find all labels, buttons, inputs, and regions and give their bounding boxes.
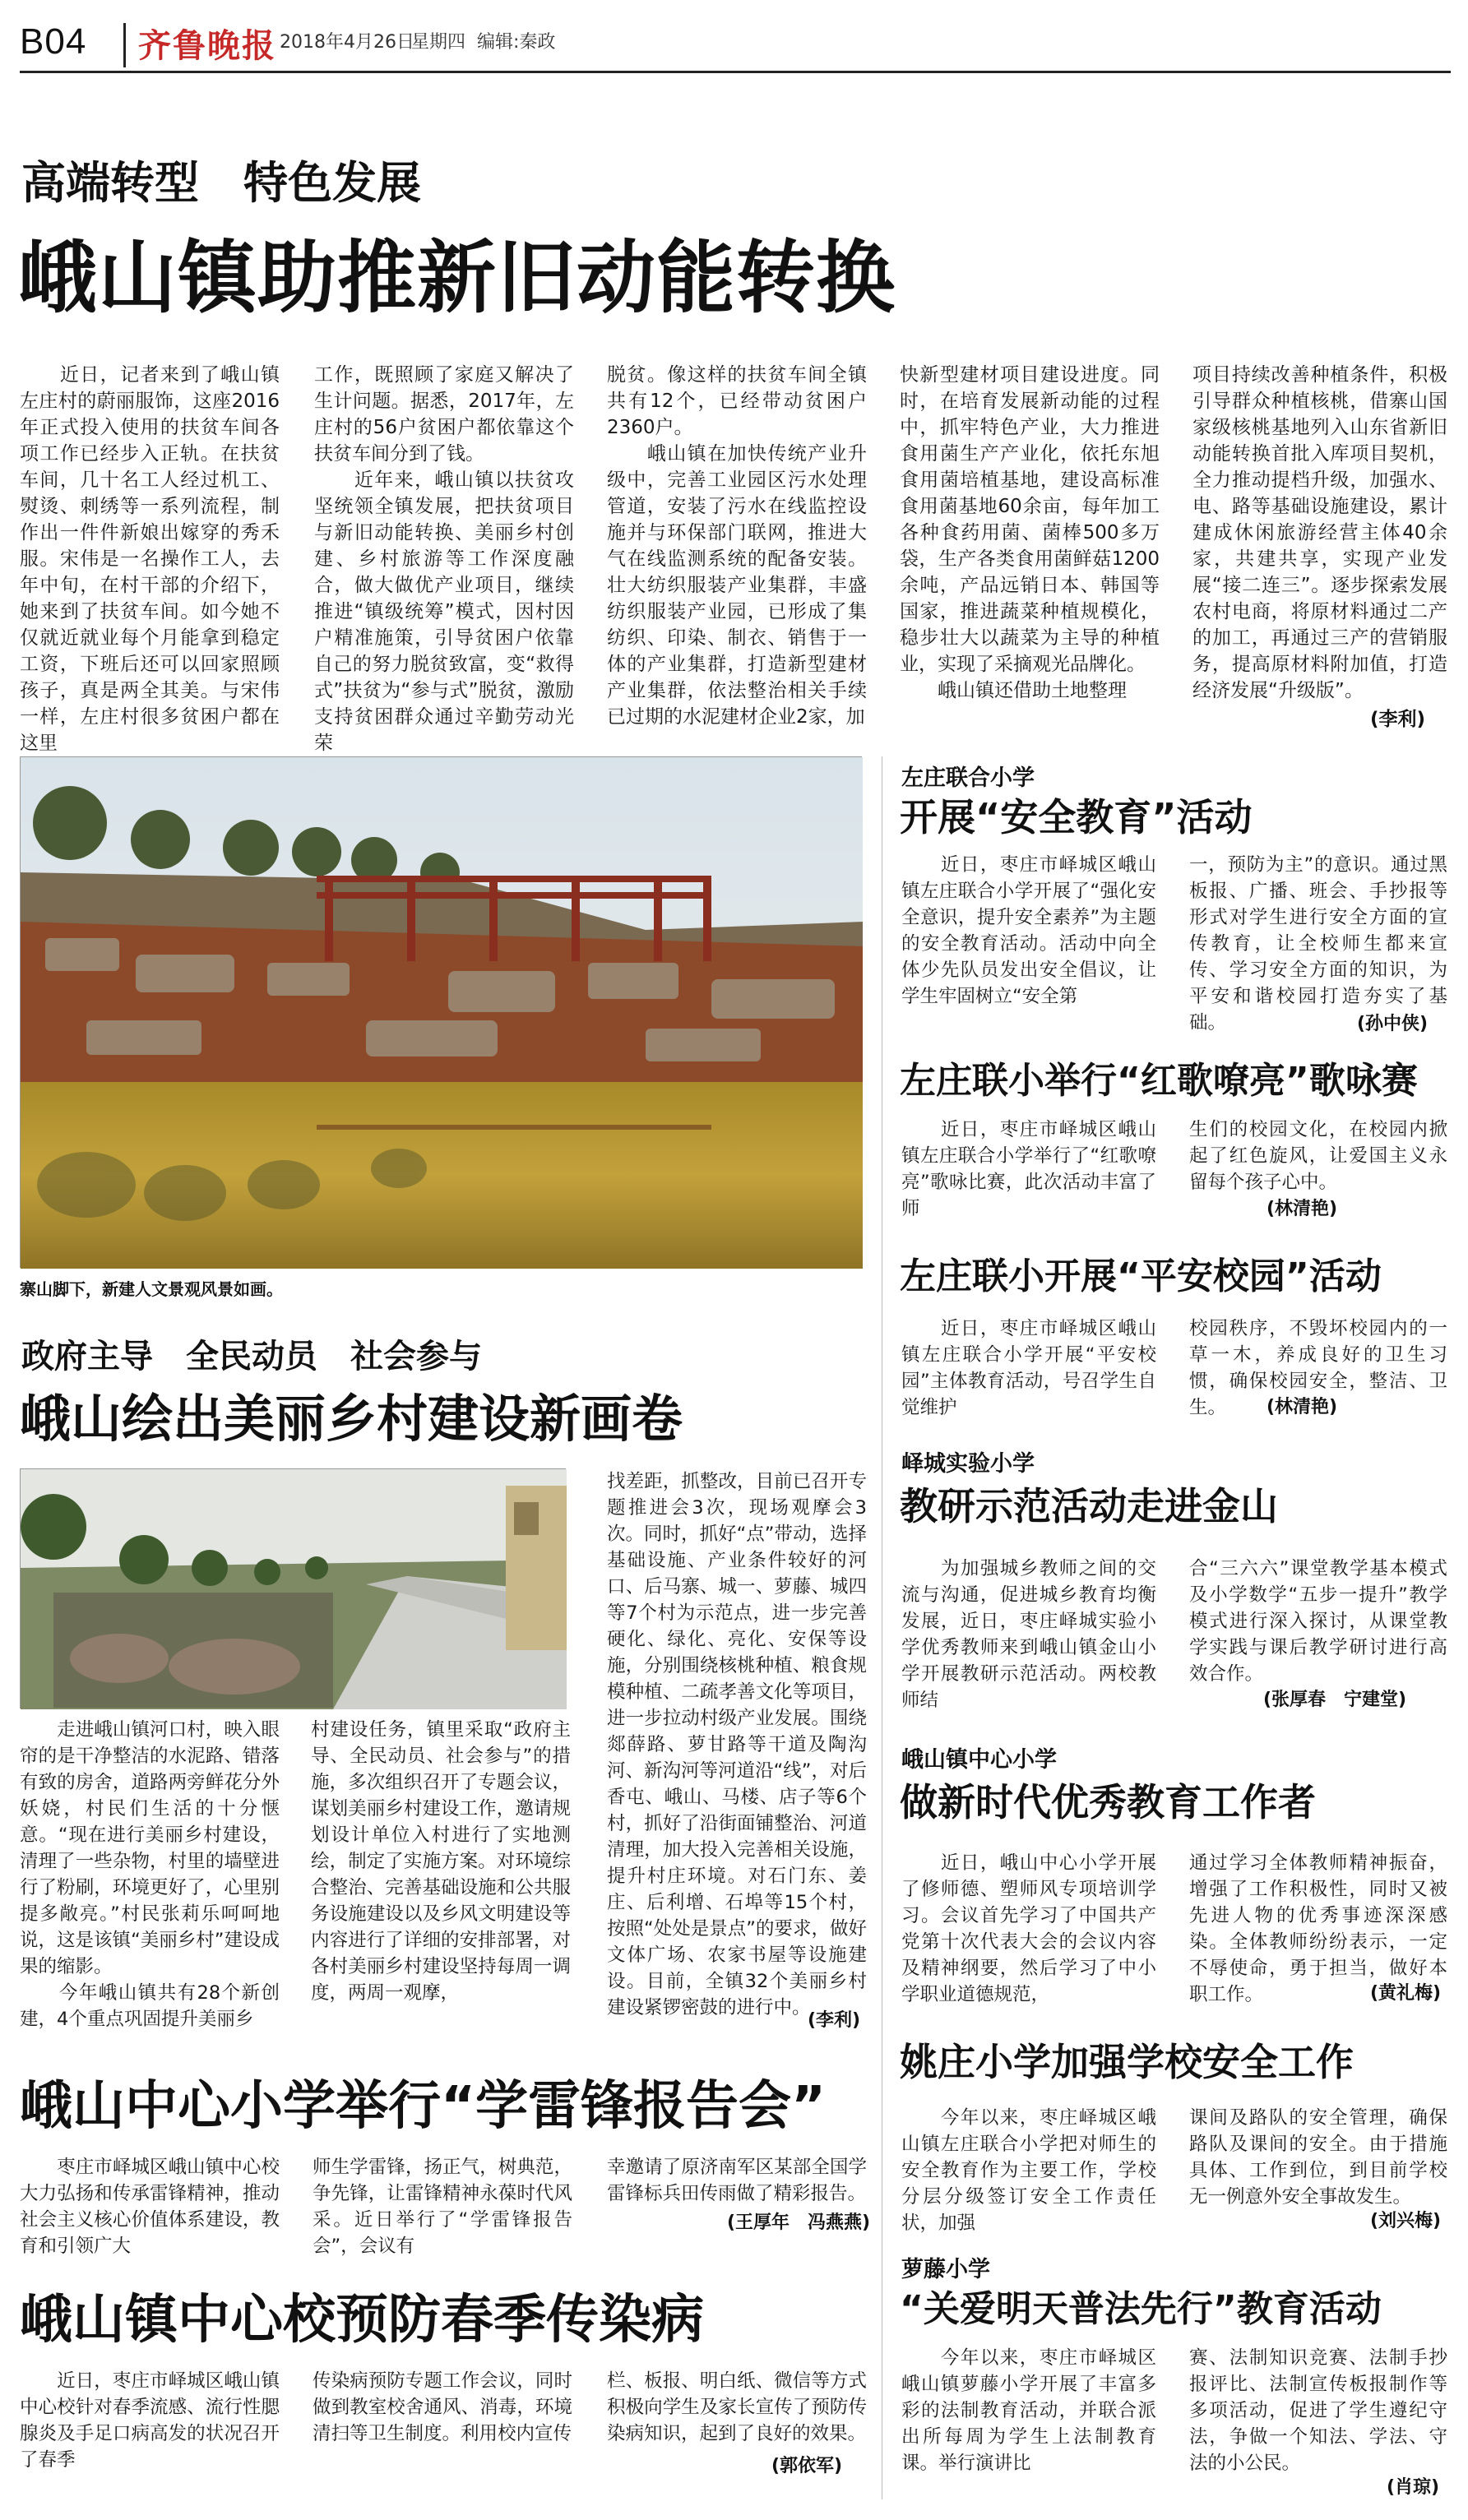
lead-kicker: 高端转型 特色发展 [21, 157, 421, 209]
lead-col-2: 工作，既照顾了家庭又解决了生计问题。据悉，2017年，左庄村的56户贫困户都依靠这个扶贫车间分到了钱。 近年来，峨山镇以扶贫攻坚统领全镇发展，把扶贫项目与新旧动能转换、美丽乡村创建、乡村旅游等工作深度融合，做大做优产业项目，继续推进“镇级统筹”模式，因村因户精准施策，引导贫困户依靠自己的努力脱贫致富，变“救得式”扶贫为“参与式”脱贫，激励支持贫困群众通过辛勤劳动光荣 [314, 364, 574, 754]
disease-author: (郭依军) [771, 2456, 843, 2476]
safety-author: (孙中侠) [1357, 1014, 1429, 1034]
rural-kicker: 政府主导 全民动员 社会参与 [21, 1338, 482, 1376]
village-road-photo [20, 1468, 566, 1709]
lead-title: 峨山镇助推新旧动能转换 [18, 232, 896, 324]
song-col-1: 近日，枣庄市峄城区峨山镇左庄联合小学举行了“红歌嘹亮”歌咏比赛，此次活动丰富了师 [901, 1119, 1156, 1219]
peace-title: 左庄联小开展“平安校园”活动 [900, 1255, 1382, 1297]
disease-col-3: 栏、板报、明白纸、微信等方式积极向学生及家长宣传了预防传染病知识，起到了良好的效果。 [607, 2370, 867, 2444]
song-author: (林清艳) [1267, 1199, 1338, 1219]
research-author: (张厚春 宁建堂) [1263, 1690, 1407, 1710]
rural-col-2: 村建设任务，镇里采取“政府主导、全民动员、社会参与”的措施，多次组织召开了专题会议，谋划美丽乡村建设工作，邀请规划设计单位入村进行了实地测绘，制定了实施方案。对环境综合整治、完善基础设施和公共服务设施建设以及乡风文明建设等内容进行了详细的安排部署，对各村美丽乡村建设坚持每周一调度，两周一观摩， [311, 1719, 571, 2004]
leifeng-col-3: 幸邀请了原济南军区某部全国学雷锋标兵田传雨做了精彩报告。 [607, 2157, 867, 2204]
safety-title: 开展“安全教育”活动 [900, 795, 1253, 839]
rural-col-3: 找差距，抓整改，目前已召开专题推进会3次，现场观摩会3次。同时，抓好“点”带动，选择基础设施、产业条件较好的河口、后马寨、城一、萝藤、城四等7个村为示范点，进一步完善硬化、绿化、亮化、安保等设施，分别围绕核桃种植、粮食规模种植、二疏孝善文化等项目，进一步拉动村级产业发展。围绕郯薛路、萝甘路等干道及陶沟河、新沟河等河道沿“线”，对后香屯、峨山、马楼、店子等6个村，抓好了沿街面铺整治、河道清理，加大投入完善相关设施，提升村庄环境。对石门东、姜庄、后利增、石埠等15个村，按照“处处是景点”的要求，做好文体广场、农家书屋等设施建设。目前，全镇32个美丽乡村建设紧锣密鼓的进行中。 [607, 1471, 867, 2018]
yaozhuang-title: 姚庄小学加强学校安全工作 [900, 2040, 1354, 2084]
editor-name: 编辑:秦政 [477, 32, 556, 53]
page-number: B04 [20, 21, 87, 62]
disease-col-1: 近日，枣庄市峄城区峨山镇中心校针对春季流感、流行性腮腺炎及手足口病高发的状况召开了春季 [20, 2370, 280, 2471]
lead-col-3: 脱贫。像这样的扶贫车间全镇共有12个，已经带动贫困户2360户。 峨山镇在加快传统产业升级中，完善工业园区污水处理管道，安装了污水在线监控设施并与环保部门联网，推进大气在线监测系统的配备安装。壮大纺织服装产业集群，丰盛纺织服装产业园，已形成了集纺织、印染、制衣、销售于一体的产业集群，打造新型建材产业集群，依法整治相关手续已过期的水泥建材企业2家，加 [607, 364, 867, 728]
disease-col-2: 传染病预防专题工作会议，同时做到教室校舍通风、消毒，环境清扫等卫生制度。利用校内宣传 [313, 2370, 572, 2444]
safety-kicker: 左庄联合小学 [901, 765, 1035, 791]
law-kicker: 萝藤小学 [901, 2257, 990, 2282]
research-col-1: 为加强城乡教师之间的交流与沟通，促进城乡教育均衡发展，近日，枣庄峄城实验小学优秀教师来到峨山镇金山小学开展教研示范活动。两校教师结 [901, 1558, 1156, 1711]
leifeng-col-1: 枣庄市峄城区峨山镇中心校大力弘扬和传承雷锋精神，推动社会主义核心价值体系建设，教育和引领广大 [20, 2157, 280, 2257]
law-col-1: 今年以来，枣庄市峄城区峨山镇萝藤小学开展了丰富多彩的法制教育活动，并联合派出所每周为学生上法制教育课。举行演讲比 [901, 2347, 1156, 2474]
yaozhuang-col-1: 今年以来，枣庄峄城区峨山镇左庄联合小学把对师生的安全教育作为主要工作，学校分层分级签订安全工作责任状，加强 [901, 2107, 1156, 2234]
peace-author: (林清艳) [1267, 1397, 1338, 1417]
teacher-col-2: 通过学习全体教师精神振奋，增强了工作积极性，同时又被先进人物的优秀事迹深深感染。全体教师纷纷表示，一定不辱使命，勇于担当，做好本职工作。 [1189, 1852, 1447, 2005]
lead-col-4: 快新型建材项目建设进度。同时，在培育发展新动能的过程中，抓牢特色产业，大力推进食用菌生产产业化，依托东旭食用菌培植基地，建设高标准食用菌基地60余亩，每年加工各种食药用菌、菌棒500多万袋，生产各类食用菌鲜菇1200余吨，产品远销日本、韩国等国家，推进蔬菜种植规模化，稳步壮大以蔬菜为主导的种植业，实现了采摘观光品牌化。 峨山镇还借助土地整理 [900, 364, 1160, 701]
header-divider [123, 23, 126, 67]
issue-date: 2018年4月26日 [280, 32, 414, 53]
lead-author: (李利) [1370, 709, 1426, 730]
song-col-2: 生们的校园文化，在校园内掀起了红色旋风，让爱国主义永留每个孩子心中。 [1189, 1119, 1447, 1193]
yaozhuang-col-2: 课间及路队的安全管理，确保路队及课间的安全。由于措施具体、工作到位，到目前学校无一例意外安全事故发生。 [1189, 2107, 1447, 2208]
issue-weekday: 星期四 [411, 32, 466, 53]
landscape-photo [20, 756, 862, 1268]
leifeng-title: 峨山中心小学举行“学雷锋报告会” [20, 2076, 827, 2137]
teacher-author: (黄礼梅) [1370, 1983, 1442, 2004]
teacher-col-1: 近日，峨山中心小学开展了修师德、塑师风专项培训学习。会议首先学习了中国共产党第十次代表大会的会议内容及精神纲要，然后学习了中小学职业道德规范， [901, 1852, 1156, 2005]
leifeng-author: (王厚年 冯燕燕) [727, 2213, 871, 2233]
safety-col-2: 一，预防为主”的意识。通过黑板报、广播、班会、手抄报等形式对学生进行安全方面的宣传教育，让全校师生都来宣传、学习安全方面的知识，为平安和谐校园打造夯实了基础。 [1189, 854, 1447, 1033]
lead-col-5: 项目持续改善种植条件，积极引导群众种植核桃，借寨山国家级核桃基地列入山东省新旧动能转换首批入库项目契机，全力推动提档升级，加强水、电、路等基础设施建设，累计建成休闲旅游经营主体40余家，共建共享，实现产业发展“接二连三”。逐步探索发展农村电商，将原材料通过二产的加工，再通过三产的营销服务，提高原材料附加值，打造经济发展“升级版”。 [1192, 364, 1447, 701]
research-title: 教研示范活动走进金山 [900, 1484, 1278, 1528]
law-col-2: 赛、法制知识竞赛、法制手抄报评比、法制宣传板报制作等多项活动，促进了学生遵纪守法，争做一个知法、学法、守法的小公民。 [1189, 2347, 1447, 2474]
research-kicker: 峄城实验小学 [901, 1451, 1035, 1477]
peace-col-2: 校园秩序，不毁坏校园内的一草一木，养成良好的卫生习惯，确保校园安全，整洁、卫生。 [1189, 1318, 1447, 1418]
rural-col-1: 走进峨山镇河口村，映入眼帘的是干净整洁的水泥路、错落有致的房舍，道路两旁鲜花分外妖娆，村民们生活的十分惬意。“现在进行美丽乡村建设，清理了一些杂物，村里的墙壁进行了粉刷，环境更好了，心里别提多敞亮。”村民张莉乐呵呵地说，这是该镇“美丽乡村”建设成果的缩影。 今年峨山镇共有28个新创建，4个重点巩固提升美丽乡 [20, 1719, 280, 2030]
research-col-2: 合“三六六”课堂教学基本模式及小学数学“五步一提升”教学模式进行深入探讨，从课堂教学实践与课后教学研讨进行高效合作。 [1189, 1558, 1447, 1685]
header-rule [20, 71, 1451, 73]
rural-author: (李利) [808, 2010, 861, 2031]
lead-col-1: 近日，记者来到了峨山镇左庄村的蔚丽服饰，这座2016年正式投入使用的扶贫车间各项工作已经步入正轨。在扶贫车间，几十名工人经过机工、熨烫、刺绣等一系列流程，制作出一件件新娘出嫁穿的秀禾服。宋伟是一名操作工人，去年中旬，在村干部的介绍下，她来到了扶贫车间。如今她不仅就近就业每个月能拿到稳定工资，下班后还可以回家照顾孩子，真是两全其美。与宋伟一样，左庄村很多贫困户都在这里 [20, 364, 280, 754]
newspaper-logo: 齐鲁晚报 [138, 26, 276, 65]
safety-col-1: 近日，枣庄市峄城区峨山镇左庄联合小学开展了“强化安全意识，提升安全素养”为主题的安全教育活动。活动中向全体少先队员发出安全倡议，让学生牢固树立“安全第 [901, 854, 1156, 1007]
peace-col-1: 近日，枣庄市峄城区峨山镇左庄联合小学开展“平安校园”主体教育活动，号召学生自觉维护 [901, 1318, 1156, 1418]
law-author: (肖琼) [1387, 2477, 1440, 2498]
rural-title: 峨山绘出美丽乡村建设新画卷 [20, 1389, 683, 1449]
disease-title: 峨山镇中心校预防春季传染病 [20, 2290, 704, 2351]
teacher-title: 做新时代优秀教育工作者 [900, 1780, 1316, 1824]
song-title: 左庄联小举行“红歌嘹亮”歌咏赛 [900, 1060, 1418, 1102]
teacher-kicker: 峨山镇中心小学 [901, 1747, 1057, 1773]
law-title: “关爱明天普法先行”教育活动 [900, 2288, 1382, 2330]
landscape-photo-caption: 寨山脚下，新建人文景观风景如画。 [20, 1279, 283, 1299]
leifeng-col-2: 师生学雷锋，扬正气，树典范，争先锋，让雷锋精神永葆时代风采。近日举行了“学雷锋报告会”，会议有 [313, 2157, 572, 2257]
yaozhuang-author: (刘兴梅) [1370, 2211, 1442, 2231]
